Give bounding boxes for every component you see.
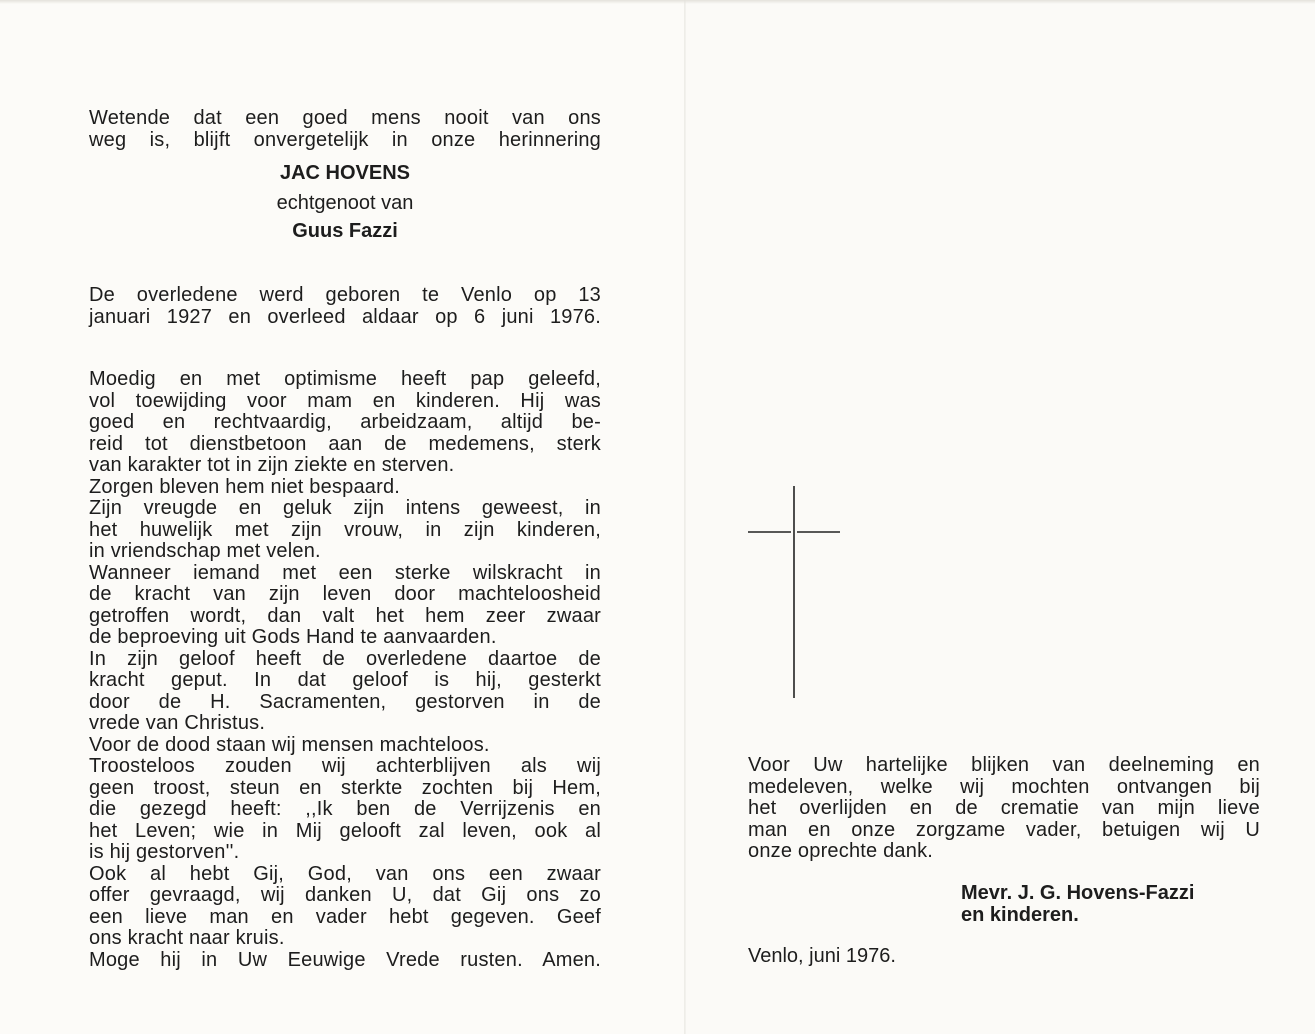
body-line: Zijn vreugde en geluk zijn intens geweest, in: [89, 497, 601, 519]
body-line: kracht geput. In dat geloof is hij, gesterkt: [89, 669, 601, 691]
body-line: een lieve man en vader hebt gegeven. Geef: [89, 905, 601, 928]
top-edge: [0, 0, 1315, 4]
body-line: goed en rechtvaardig, arbeidzaam, altijd be-: [89, 411, 601, 433]
body-line: Ook al hebt Gij, God, van ons een zwaar: [89, 862, 601, 885]
place-date: Venlo, juni 1976.: [748, 945, 896, 967]
page-fold: [684, 0, 686, 1034]
body-line: Moedig en met optimisme heeft pap geleefd,: [89, 368, 601, 390]
thanks-text: [748, 755, 1260, 863]
thanks-line: Voor Uw hartelijke blijken van deelneming en: [748, 754, 1260, 776]
intro-line: Wetende dat een goed mens nooit van ons: [89, 107, 601, 129]
cross-icon: [748, 486, 840, 698]
signature-line: en kinderen.: [961, 904, 1079, 926]
body-line: Moge hij in Uw Eeuwige Vrede rusten. Amen.: [89, 948, 601, 971]
thanks-line: man en onze zorgzame vader, betuigen wij U: [748, 818, 1260, 841]
intro-line: weg is, blijft onvergetelijk in onze herinnering: [89, 128, 601, 151]
body-line: geen troost, steun en sterkte zochten bij Hem,: [89, 776, 601, 799]
body-line: Zorgen bleven hem niet bespaard.: [89, 475, 401, 498]
birth-line: De overledene werd geboren te Venlo op 13: [89, 284, 601, 306]
body-line: is hij gestorven''.: [89, 841, 240, 863]
spouse-name: Guus Fazzi: [292, 220, 398, 242]
body-line: het Leven; wie in Mij gelooft zal leven, ook al: [89, 819, 601, 842]
body-line: het huwelijk met zijn vrouw, in zijn kinderen,: [89, 518, 601, 541]
intro-text: [89, 108, 601, 151]
signature: [961, 882, 1194, 926]
body-line: reid tot dienstbetoon aan de medemens, sterk: [89, 432, 601, 455]
body-line: In zijn geloof heeft de overledene daartoe de: [89, 647, 601, 670]
body-line: ons kracht naar kruis.: [89, 927, 285, 949]
body-line: de beproeving uit Gods Hand te aanvaarden.: [89, 626, 497, 648]
thanks-line: onze oprechte dank.: [748, 840, 934, 862]
body-line: van karakter tot in zijn ziekte en sterven.: [89, 454, 455, 476]
thanks-line: het overlijden en de crematie van mijn lieve: [748, 797, 1260, 819]
body-line: Wanneer iemand met een sterke wilskracht in: [89, 561, 601, 584]
body-line: vrede van Christus.: [89, 712, 266, 734]
body-line: vol toewijding voor mam en kinderen. Hij was: [89, 389, 601, 412]
birth-line: januari 1927 en overleed aldaar op 6 juni 1976.: [89, 305, 601, 328]
body-line: Voor de dood staan wij mensen machteloos.: [89, 733, 490, 756]
body-line: in vriendschap met velen.: [89, 540, 321, 562]
body-line: die gezegd heeft: ,,Ik ben de Verrijzenis en: [89, 798, 601, 820]
body-line: door de H. Sacramenten, gestorven in de: [89, 690, 601, 713]
deceased-name: JAC HOVENS: [279, 162, 411, 184]
memorial-body-text: [89, 369, 601, 971]
body-line: Troosteloos zouden wij achterblijven als wij: [89, 755, 601, 777]
signature-line: Mevr. J. G. Hovens-Fazzi: [961, 882, 1195, 904]
thanks-line: medeleven, welke wij mochten ontvangen bij: [748, 775, 1260, 798]
birth-death-text: [89, 285, 601, 328]
body-line: getroffen wordt, dan valt het hem zeer zwaar: [89, 604, 601, 627]
relation-text: echtgenoot van: [276, 192, 414, 214]
body-line: de kracht van zijn leven door machteloosheid: [89, 583, 601, 605]
body-line: offer gevraagd, wij danken U, dat Gij ons zo: [89, 884, 601, 906]
